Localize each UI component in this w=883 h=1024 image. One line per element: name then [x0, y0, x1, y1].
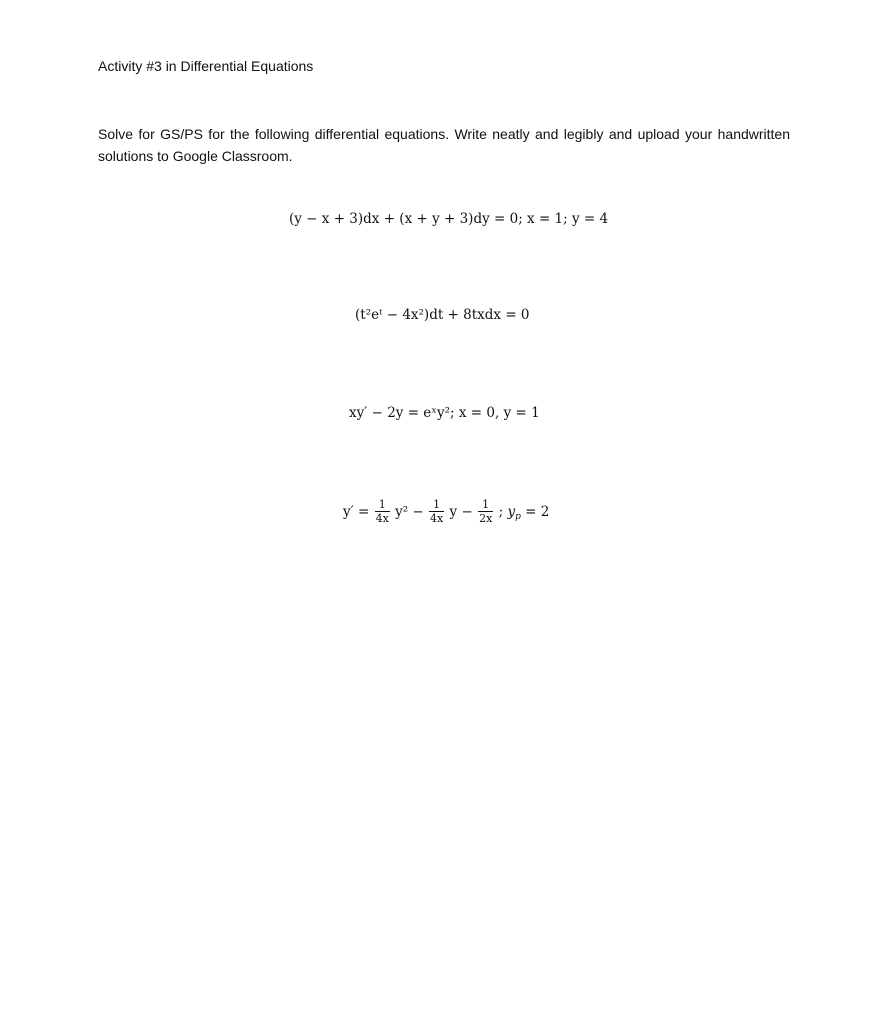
particular-value: = 2 [525, 503, 550, 520]
equation-4 [343, 498, 549, 525]
fraction-1-denominator: 4x [375, 512, 389, 525]
particular-sub: p [515, 511, 521, 522]
equation-1 [289, 211, 608, 227]
equation-3 [349, 405, 540, 421]
document-title: Activity #3 in Differential Equations [98, 58, 314, 74]
fraction-2-numerator: 1 [429, 498, 444, 512]
particular-var: y [507, 503, 516, 520]
equation-2-text: (t²eᵗ − 4x²)dt + 8txdx = 0 [355, 307, 530, 323]
particular-solution [507, 504, 549, 520]
fraction-1 [375, 498, 390, 525]
instructions-paragraph: Solve for GS/PS for the following differential equations. Write neatly and legibly and upload your handwritten solutions to Google Classroom. [98, 126, 790, 164]
fraction-1-numerator: 1 [375, 498, 390, 512]
equation-4-term-2: y − [449, 503, 473, 520]
fraction-3 [478, 498, 493, 525]
fraction-3-denominator: 2x [479, 512, 493, 525]
equation-1-text: (y − x + 3)dx + (x + y + 3)dy = 0; x = 1; y = 4 [289, 211, 609, 227]
equation-4-lhs: y′ = [343, 503, 370, 520]
equation-3-text: xy′ − 2y = eˣy²; x = 0, y = 1 [349, 405, 540, 421]
equation-4-term-1: y² − [395, 503, 424, 520]
fraction-2-denominator: 4x [430, 512, 444, 525]
equation-4-separator: ; [498, 503, 504, 520]
fraction-3-numerator: 1 [478, 498, 493, 512]
equation-2 [355, 307, 530, 323]
fraction-2 [429, 498, 444, 525]
